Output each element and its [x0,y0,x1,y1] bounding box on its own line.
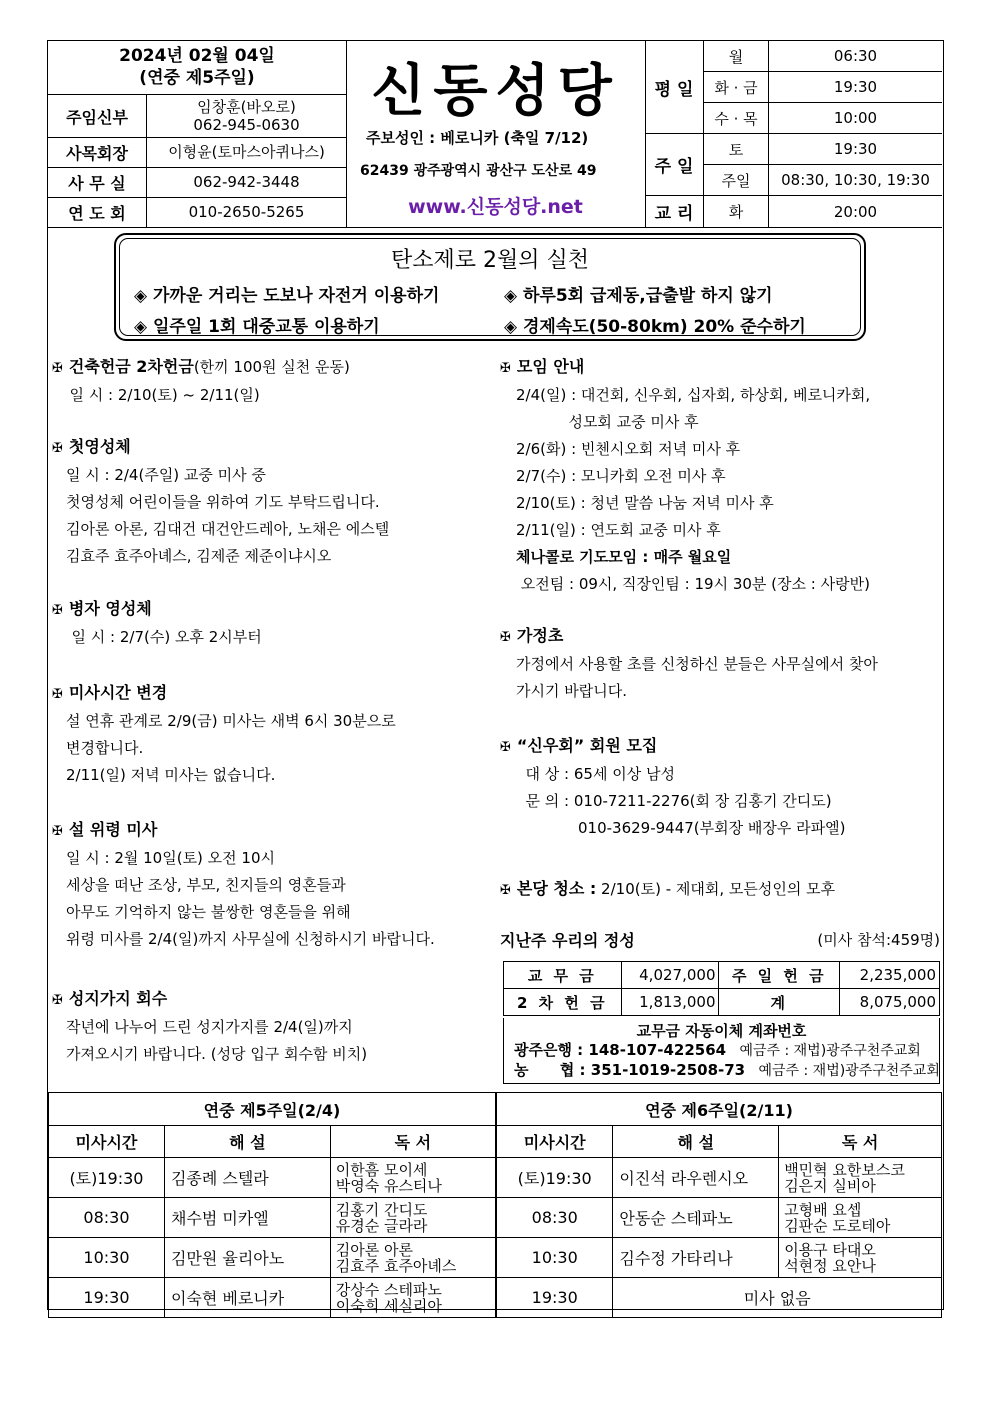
offering-row [504,962,940,989]
notice-mass-change [52,679,396,789]
cross-marker-icon: ✠ [500,630,511,645]
column-header: 독 서 [779,1126,942,1158]
yeondo-phone: 010-2650-5265 [188,203,305,221]
bulletin-header [48,41,942,228]
notice-title: 첫영성체 [68,437,131,456]
mass-day: 화 [704,196,769,227]
reader-name: 강상수 스테파노 [335,1280,442,1299]
meeting-line: 2/7(수) : 모니카회 오전 미사 후 [516,467,726,485]
meeting-line: 성모회 교중 미사 후 [516,413,699,431]
commentator-cell: 이숙현 베로니카 [164,1278,330,1318]
reader-name: 김은지 실비아 [784,1176,876,1195]
mass-time: 19:30 [833,140,878,158]
readers-cell [330,1238,496,1278]
mass-time-row [704,41,942,72]
mass-time-cell: 19:30 [496,1278,613,1318]
reader-name: 백민혁 요한보스코 [784,1160,905,1179]
office-phone: 062-942-3448 [193,173,300,191]
commentator-cell: 김종례 스텔라 [164,1158,330,1198]
reader-name: 김홍기 간디도 [335,1200,428,1219]
commentator-cell: 김수정 가타리나 [613,1238,779,1278]
mass-time: 10:00 [833,109,878,127]
notice-title: 병자 영성체 [68,599,152,618]
mass-day: 수 · 목 [704,103,769,133]
column-header: 미사시간 [496,1126,613,1158]
offering-heading [500,927,940,955]
reader-name: 김판순 도로테아 [784,1216,891,1235]
mass-time-row [704,165,942,196]
cross-marker-icon: ✠ [52,361,63,376]
info-row-yeondo [48,197,346,227]
website-link[interactable]: www.신동성당.net [408,196,583,218]
info-label: 사 무 실 [48,167,147,197]
cross-marker-icon: ✠ [500,883,511,898]
campaign-item: ◈ 하루5회 급제동,급출발 하지 않기 [504,286,773,306]
notice-building-fund [52,353,350,409]
carbon-zero-campaign [114,233,866,341]
reader-name: 유경순 글라라 [335,1216,428,1235]
table-row [49,1278,942,1318]
cenacolo-line: 체나콜로 기도모임 : 매주 월요일 [516,548,732,566]
info-row-council [48,137,346,168]
mass-time: 08:30, 10:30, 19:30 [781,171,930,189]
weekday-label: 평 일 [645,41,704,134]
cross-marker-icon: ✠ [52,603,63,618]
mass-day: 주일 [704,165,769,195]
campaign-item: ◈ 경제속도(50-80km) 20% 준수하기 [504,317,806,337]
week-header-row [49,1093,942,1126]
reader-name: 석현정 요안나 [784,1256,876,1275]
account-title: 교무금 자동이체 계좌번호 [636,1022,807,1040]
readers-cell [330,1278,496,1318]
account-row [514,1041,939,1061]
mass-time-cell: 10:30 [49,1238,165,1278]
campaign-item: ◈ 일주일 1회 대중교통 이용하기 [134,317,380,337]
meeting-line: 2/4(일) : 대건회, 신우회, 십자회, 하상회, 베로니카회, [516,386,871,404]
readers-cell [330,1198,496,1238]
mass-attendance: (미사 참석:459명) [817,931,940,949]
table-row [49,1198,942,1238]
mass-roles-table [48,1092,942,1318]
reader-name: 김아론 아론 [335,1240,413,1259]
notice-memorial-mass [52,816,435,953]
reader-name: 박영숙 유스티나 [335,1176,442,1195]
mass-day: 화 · 금 [704,72,769,102]
cross-marker-icon: ✠ [52,687,63,702]
cross-marker-icon: ✠ [52,824,63,839]
offering-label: 2 차 헌 금 [504,989,622,1016]
meeting-line: 2/10(토) : 청년 말씀 나눔 저녁 미사 후 [516,494,774,512]
patron-saint: 주보성인 : 베로니카 (축일 7/12) [366,129,589,147]
cross-marker-icon: ✠ [52,441,63,456]
mass-time-cell: (토)19:30 [496,1158,613,1198]
notice-home-candles [500,622,878,705]
commentator-cell: 이진석 라우렌시오 [613,1158,779,1198]
account-box [503,1018,940,1084]
info-row-pastor [48,95,346,138]
notice-note: (한끼 100원 실천 운동) [193,358,350,376]
notice-title: 미사시간 변경 [68,683,168,702]
offering-value: 4,027,000 [621,962,719,989]
column-header: 해 설 [613,1126,779,1158]
notice-title: 가정초 [516,626,564,645]
notice-line: 일 시 : 2/4(주일) 교중 미사 중 [66,466,266,484]
week-title: 연중 제6주일(2/11) [496,1093,942,1126]
mass-day: 토 [704,134,769,164]
council-president: 이형윤(토마스아퀴나스) [168,143,325,161]
offering-label: 계 [719,989,840,1016]
mass-time-row [704,196,942,227]
meeting-line: 오전팀 : 09시, 직장인팀 : 19시 30분 (장소 : 사랑반) [516,575,870,593]
mass-time-cell: (토)19:30 [49,1158,165,1198]
notice-line: 가정에서 사용할 초를 신청하신 분들은 사무실에서 찾아 [516,655,878,673]
info-label: 사목회장 [48,137,147,167]
offering-value: 2,235,000 [840,962,940,989]
notice-line: 변경합니다. [66,739,144,757]
cross-marker-icon: ✠ [500,361,511,376]
meeting-line: 2/6(화) : 빈첸시오회 저녁 미사 후 [516,440,741,458]
notice-title: 본당 청소 : [516,879,597,898]
pastor-name: 임창훈(바오로) [197,98,296,116]
sunday-label: 주 일 [645,134,704,196]
reader-name: 이용구 타대오 [784,1240,876,1259]
campaign-item: ◈ 가까운 거리는 도보나 자전거 이용하기 [134,286,440,306]
readers-cell [779,1238,942,1278]
campaign-title: 탄소제로 2월의 실천 [391,248,589,273]
column-header: 해 설 [164,1126,330,1158]
notice-line: 2/11(일) 저녁 미사는 없습니다. [66,766,276,784]
info-row-office [48,167,346,198]
notice-first-communion [52,433,389,570]
bulletin-date: 2024년 02월 04일 [119,46,275,66]
account-holder: 예금주 : 재법)광주구천주교회 [745,1063,940,1079]
reader-name: 이숙희 세실리아 [335,1296,442,1315]
offering-label: 교 무 금 [504,962,622,989]
mass-times-panel [645,41,942,227]
church-name: 신동성당 [371,59,620,124]
notice-recruitment [500,732,845,842]
notice-line: 일 시 : 2월 10일(토) 오전 10시 [66,849,276,867]
notice-line: 김아론 아론, 김대건 대건안드레아, 노채은 에스텔 [66,520,390,538]
notice-title: “신우회” 회원 모집 [516,736,658,755]
pastor-phone: 062-945-0630 [193,116,300,134]
notice-line: 아무도 기억하지 않는 불쌍한 영혼들을 위해 [66,903,351,921]
cleaning-text: 2/10(토) - 제대회, 모든성인의 모후 [596,880,836,898]
commentator-cell: 김만원 율리아노 [164,1238,330,1278]
mass-time-row [704,103,942,134]
notice-line: 일 시 : 2/7(수) 오후 2시부터 [62,628,262,646]
mass-time-cell: 19:30 [49,1278,165,1318]
mass-time-cell: 08:30 [496,1198,613,1238]
notice-title: 설 위령 미사 [68,820,158,839]
meeting-line: 2/11(일) : 연도회 교중 미사 후 [516,521,721,539]
notice-title: 모임 안내 [516,357,585,376]
header-info-panel [48,41,347,227]
mass-time-cell: 08:30 [49,1198,165,1238]
notice-title: 성지가지 회수 [68,989,168,1008]
info-label: 연 도 회 [48,197,147,227]
notice-line: 대 상 : 65세 이상 남성 [516,765,675,783]
notice-line: 설 연휴 관계로 2/9(금) 미사는 새벽 6시 30분으로 [66,712,396,730]
cross-marker-icon: ✠ [500,740,511,755]
offering-value: 8,075,000 [840,989,940,1016]
readers-cell [779,1198,942,1238]
notice-line: 문 의 : 010-7211-2276(회 장 김홍기 간디도) [516,792,832,810]
bulletin-page [47,40,944,1315]
readers-cell [330,1158,496,1198]
cross-marker-icon: ✠ [52,993,63,1008]
offering-label: 주 일 헌 금 [719,962,840,989]
mass-time-cell: 10:30 [496,1238,613,1278]
reader-name: 김효주 효주아녜스 [335,1256,457,1275]
offering-table [503,961,940,1016]
notice-line: 위령 미사를 2/4(일)까지 사무실에 신청하시기 바랍니다. [66,930,435,948]
column-header-row [49,1126,942,1158]
offering-value: 1,813,000 [621,989,719,1016]
offering-title: 지난주 우리의 정성 [500,931,635,950]
reader-name: 고형배 요셉 [784,1200,862,1219]
church-address: 62439 광주광역시 광산구 도산로 49 [360,163,597,179]
table-row [49,1158,942,1198]
column-header: 미사시간 [49,1126,165,1158]
mass-day: 월 [704,41,769,71]
header-title-panel [346,41,646,227]
notice-cleaning [500,875,835,904]
commentator-cell: 안동순 스테파노 [613,1198,779,1238]
column-header: 독 서 [330,1126,496,1158]
notice-line: 김효주 효주아녜스, 김제준 제준이냐시오 [66,547,332,565]
bank-account: 농 협 : 351-1019-2508-73 [514,1061,746,1079]
liturgical-week: (연중 제5주일) [139,68,255,88]
notice-meetings [500,353,870,598]
bank-account: 광주은행 : 148-107-422564 [514,1041,727,1059]
mass-time: 19:30 [833,78,878,96]
commentator-cell: 채수범 미카엘 [164,1198,330,1238]
no-mass-cell: 미사 없음 [613,1278,942,1318]
notice-line: 첫영성체 어린이들을 위하여 기도 부탁드립니다. [66,493,380,511]
reader-name: 이한흠 모이세 [335,1160,428,1179]
notice-line: 작년에 나누어 드린 성지가지를 2/4(일)까지 [66,1018,353,1036]
doctrine-label: 교 리 [645,196,704,227]
account-holder: 예금주 : 재법)광주구천주교회 [726,1043,921,1059]
mass-time-row [704,72,942,103]
mass-time-row [704,134,942,165]
notice-title: 건축헌금 2차헌금 [68,357,194,376]
notice-line: 일 시 : 2/10(토) ~ 2/11(일) [60,386,260,404]
date-block [48,41,346,95]
account-row [514,1061,939,1081]
notice-line: 가시기 바랍니다. [516,682,627,700]
notice-line: 가져오시기 바랍니다. (성당 입구 회수함 비치) [66,1045,368,1063]
notice-palm-return [52,985,367,1068]
week-title: 연중 제5주일(2/4) [49,1093,496,1126]
mass-time: 20:00 [833,202,878,221]
info-label: 주임신부 [48,95,147,137]
notice-line: 010-3629-9447(부회장 배장우 라파엘) [516,819,846,837]
notice-line: 세상을 떠난 조상, 부모, 친지들의 영혼들과 [66,876,346,894]
mass-time: 06:30 [833,47,878,65]
notice-sick-communion [52,595,262,651]
offering-row [504,989,940,1016]
table-row [49,1238,942,1278]
readers-cell [779,1158,942,1198]
